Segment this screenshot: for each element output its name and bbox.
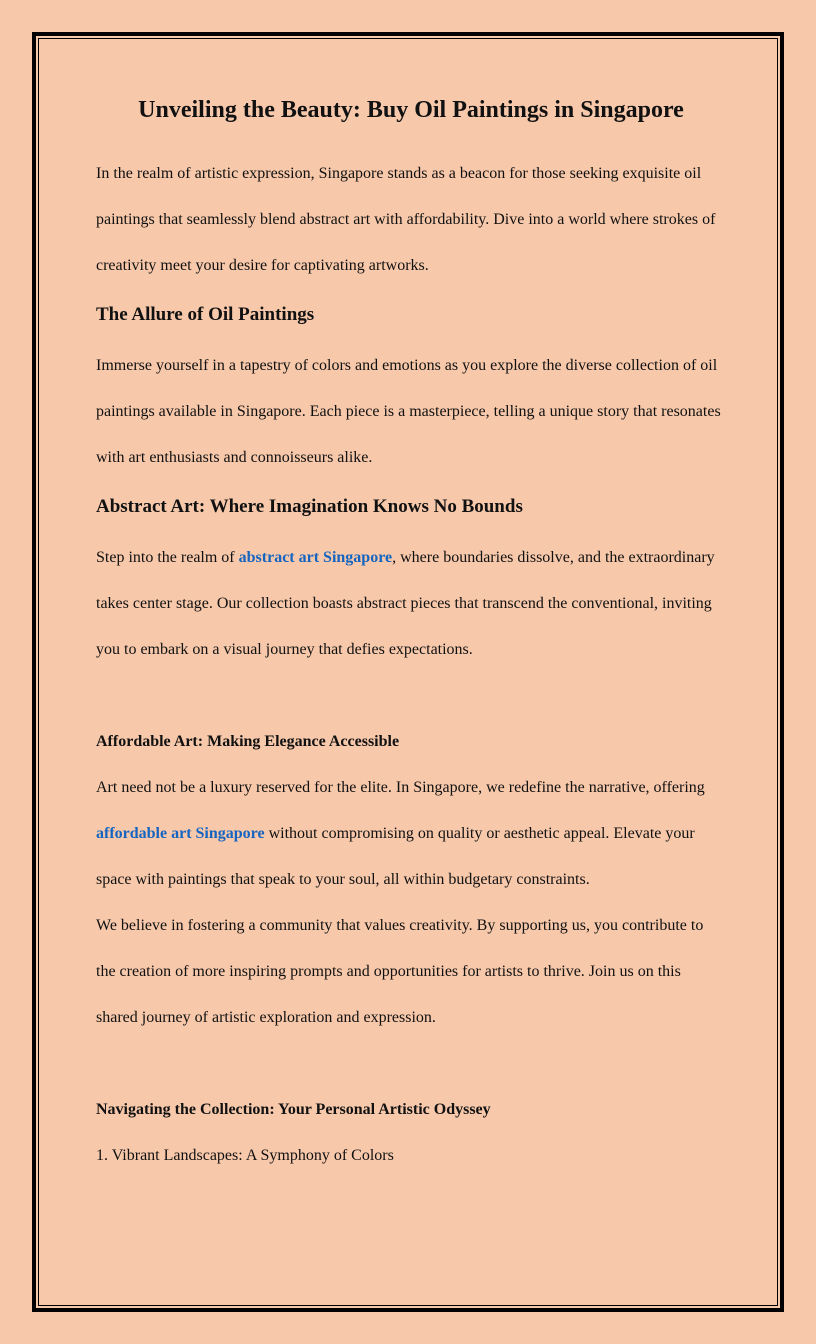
abstract-text-after: , where boundaries dissolve, and the extraordinary takes center stage. Our collection boasts abstract pieces that transcend the conventional, inviting you to embark on a visual journey that defies expectations. [96, 549, 715, 658]
community-paragraph: We believe in fostering a community that values creativity. By supporting us, you contribute to the creation of more inspiring prompts and opportunities for artists to thrive. Join us on this shared journey of artistic exploration and expression. [96, 917, 704, 1026]
abstract-text-before: Step into the realm of [96, 549, 239, 566]
affordable-text-after: without compromising on quality or aesthetic appeal. Elevate your space with paintings that speak to your soul, all within budgetary constraints. [96, 825, 695, 888]
page-title: Unveiling the Beauty: Buy Oil Paintings in Singapore [138, 97, 684, 123]
section-heading-navigating: Navigating the Collection: Your Personal Artistic Odyssey [96, 1101, 491, 1118]
section-heading-allure: The Allure of Oil Paintings [96, 304, 315, 325]
abstract-paragraph [96, 535, 726, 673]
affordable-paragraph [96, 765, 726, 903]
allure-paragraph: Immerse yourself in a tapestry of colors and emotions as you explore the diverse collection of oil paintings available in Singapore. Each piece is a masterpiece, telling a unique story that resonates with art enthusiasts and connoisseurs alike. [96, 357, 721, 466]
document-content [96, 92, 726, 1179]
affordable-art-link[interactable]: affordable art Singapore [96, 825, 265, 842]
section-heading-abstract: Abstract Art: Where Imagination Knows No Bounds [96, 496, 523, 517]
intro-paragraph: In the realm of artistic expression, Singapore stands as a beacon for those seeking exquisite oil paintings that seamlessly blend abstract art with affordability. Dive into a world where strokes of creativity meet your desire for captivating artworks. [96, 165, 716, 274]
affordable-text-before: Art need not be a luxury reserved for the elite. In Singapore, we redefine the narrative, offering [96, 779, 705, 796]
section-heading-affordable: Affordable Art: Making Elegance Accessible [96, 733, 400, 750]
abstract-art-link[interactable]: abstract art Singapore [238, 549, 393, 566]
list-item-landscapes: 1. Vibrant Landscapes: A Symphony of Colors [96, 1147, 394, 1164]
